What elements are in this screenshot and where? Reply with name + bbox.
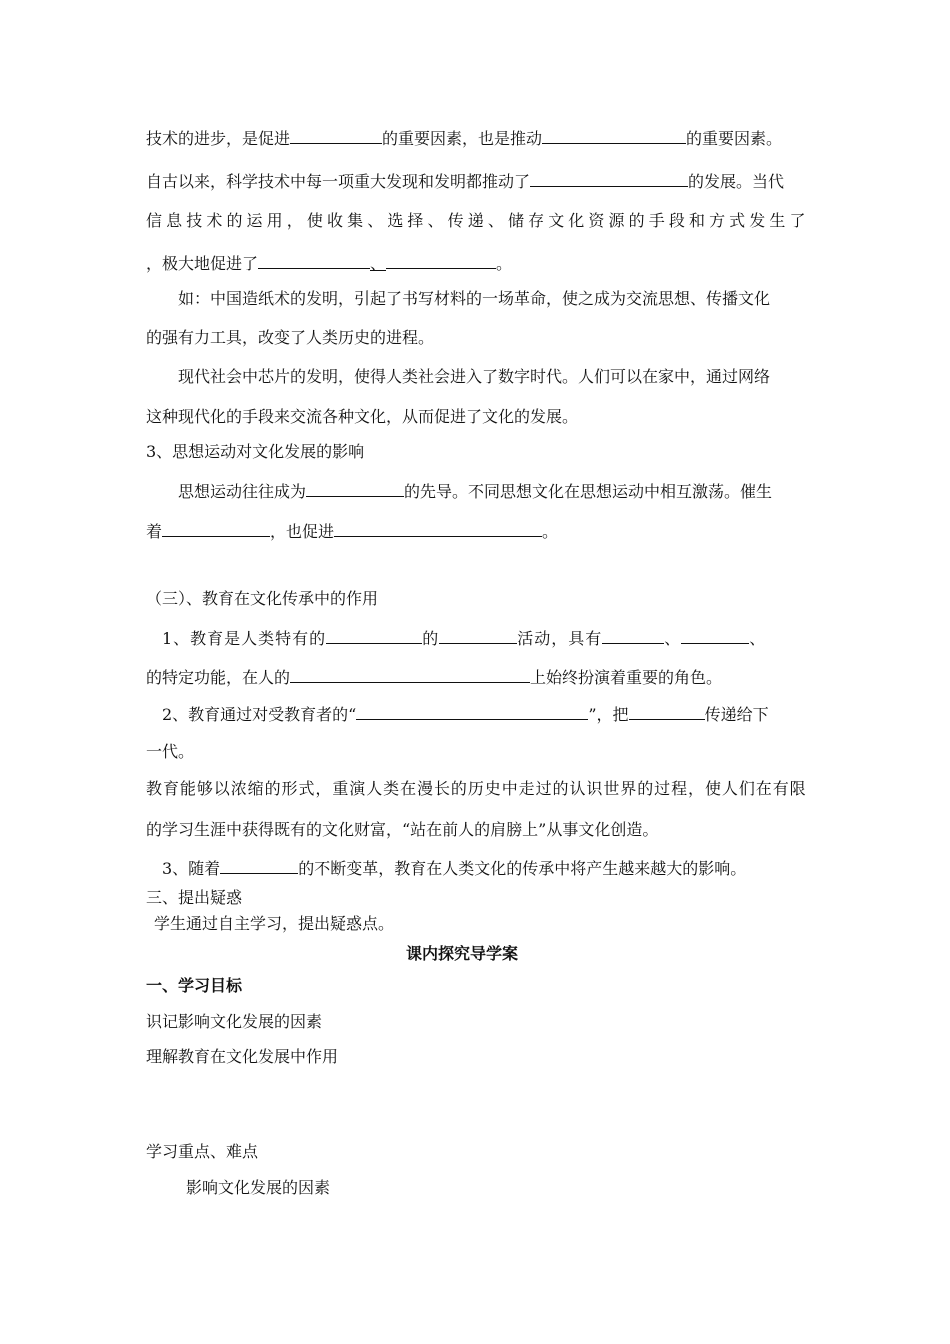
text: 1、教育是人类特有的 <box>162 629 327 648</box>
text: 的特定功能，在人的 <box>146 668 291 687</box>
char: 人 <box>721 779 738 798</box>
char: 缩 <box>247 779 264 798</box>
char: 长 <box>433 779 450 798</box>
char: 资 <box>588 211 605 230</box>
text-line-1 <box>146 127 782 149</box>
text: 技术的进步，是促进 <box>146 129 291 148</box>
text: 的不断变革，教育在人类文化的传承中将产生越来越大的影响。 <box>298 859 747 878</box>
fill-blank <box>290 666 530 683</box>
text-line-18: 的学习生涯中获得既有的文化财富，“站在前人的肩膀上”从事文化创造。 <box>146 820 659 839</box>
char: 识 <box>586 779 603 798</box>
char: 世 <box>603 779 620 798</box>
char: 认 <box>569 779 586 798</box>
text: 思想运动往往成为 <box>178 482 307 501</box>
text-line-5: 如：中国造纸术的发明，引起了书写材料的一场革命，使之成为交流思想、传播文化 <box>178 289 771 308</box>
text-line-7: 现代社会中芯片的发明，使得人类社会进入了数字时代。人们可以在家中，通过网络 <box>178 367 771 386</box>
text: 上始终扮演着重要的角色。 <box>530 668 723 687</box>
char: 浓 <box>230 779 247 798</box>
fill-blank <box>439 627 517 644</box>
text: 2、教育通过对受教育者的“ <box>162 705 357 724</box>
fill-blank <box>602 627 664 644</box>
text: 活动，具有 <box>517 629 603 648</box>
fill-blank <box>530 170 688 187</box>
text-line-13 <box>162 627 766 649</box>
char: 手 <box>648 211 665 230</box>
char: 源 <box>608 211 625 230</box>
char: 技 <box>186 211 203 230</box>
text-line-21: 学生通过自主学习，提出疑惑点。 <box>154 914 395 933</box>
text-line-25: 理解教育在文化发展中作用 <box>146 1047 339 1066</box>
text-line-26: 学习重点、难点 <box>146 1142 259 1161</box>
fill-blank <box>306 480 404 497</box>
char: 限 <box>789 779 806 798</box>
page-title: 课内探究导学案 <box>406 944 519 963</box>
char: ， <box>286 211 303 230</box>
section-heading-3: 三、提出疑惑 <box>146 888 243 907</box>
text-line-4 <box>146 252 512 274</box>
text-line-9: 3、思想运动对文化发展的影响 <box>146 442 365 461</box>
text: 着 <box>146 522 163 541</box>
char: 方 <box>709 211 726 230</box>
char: 储 <box>507 211 524 230</box>
char: 以 <box>213 779 230 798</box>
char: 的 <box>226 211 243 230</box>
char: 用 <box>266 211 283 230</box>
char: 的 <box>264 779 281 798</box>
char: 择 <box>407 211 424 230</box>
char: 了 <box>789 211 806 230</box>
char: 演 <box>349 779 366 798</box>
char: 、 <box>487 211 504 230</box>
text: 的先导。不同思想文化在思想运动中相互激荡。催生 <box>404 482 773 501</box>
text: 的发展。当代 <box>688 172 785 191</box>
char: 能 <box>179 779 196 798</box>
char: 收 <box>326 211 343 230</box>
text: 自古以来，科学技术中每一项重大发现和发明都推动了 <box>146 172 531 191</box>
char: 史 <box>484 779 501 798</box>
char: 息 <box>166 211 183 230</box>
char: 有 <box>772 779 789 798</box>
char: 在 <box>400 779 417 798</box>
char: 式 <box>298 779 315 798</box>
char: 界 <box>620 779 637 798</box>
text: 、 <box>664 629 682 648</box>
char: 选 <box>387 211 404 230</box>
text: 。 <box>542 522 559 541</box>
char: 类 <box>383 779 400 798</box>
text: ”，把 <box>588 705 629 724</box>
text-line-2 <box>146 170 784 192</box>
fill-blank <box>162 520 270 537</box>
char: 教 <box>146 779 163 798</box>
text: 的重要因素。 <box>686 129 783 148</box>
char: 的 <box>450 779 467 798</box>
char: ， <box>315 779 332 798</box>
fill-blank <box>258 252 370 269</box>
char: 使 <box>306 211 323 230</box>
char: 过 <box>654 779 671 798</box>
char: 够 <box>196 779 213 798</box>
text-line-17 <box>146 779 806 799</box>
char: 和 <box>688 211 705 230</box>
char: 人 <box>366 779 383 798</box>
char: 的 <box>552 779 569 798</box>
char: 式 <box>729 211 746 230</box>
text: 的重要因素，也是推动 <box>382 129 543 148</box>
char: 、 <box>427 211 444 230</box>
fill-blank <box>681 627 749 644</box>
char: 的 <box>637 779 654 798</box>
fill-blank <box>542 127 686 144</box>
char: 中 <box>501 779 518 798</box>
text-line-8: 这种现代化的手段来交流各种文化，从而促进了文化的发展。 <box>146 407 579 426</box>
char: 段 <box>668 211 685 230</box>
text-line-3 <box>146 211 806 231</box>
text-line-14 <box>146 666 722 688</box>
char: 递 <box>467 211 484 230</box>
text-line-6: 的强有力工具，改变了人类历史的进程。 <box>146 328 435 347</box>
text-line-12: （三）、教育在文化传承中的作用 <box>146 589 379 608</box>
text: 。 <box>496 254 513 273</box>
fill-blank <box>356 703 588 720</box>
char: 使 <box>704 779 721 798</box>
char: ， <box>688 779 705 798</box>
fill-blank <box>290 127 382 144</box>
char: 信 <box>146 211 163 230</box>
char: 存 <box>528 211 545 230</box>
text-line-10 <box>178 480 772 502</box>
char: 生 <box>769 211 786 230</box>
text-line-27: 影响文化发展的因素 <box>186 1178 331 1197</box>
char: 运 <box>246 211 263 230</box>
text-line-15 <box>162 703 769 725</box>
char: 育 <box>162 779 179 798</box>
text: 的 <box>422 629 440 648</box>
text-line-19 <box>162 857 746 879</box>
text: ，也促进 <box>270 522 335 541</box>
char: 过 <box>535 779 552 798</box>
char: 程 <box>671 779 688 798</box>
fill-blank <box>220 857 298 874</box>
text: 、 <box>749 629 767 648</box>
text: 、 <box>370 254 387 273</box>
text-line-11 <box>146 520 558 542</box>
char: 重 <box>332 779 349 798</box>
char: 的 <box>628 211 645 230</box>
char: 走 <box>518 779 535 798</box>
char: 传 <box>447 211 464 230</box>
text: 3、随着 <box>162 859 221 878</box>
char: 发 <box>749 211 766 230</box>
text-line-16: 一代。 <box>146 742 195 761</box>
char: 漫 <box>417 779 434 798</box>
char: 、 <box>367 211 384 230</box>
fill-blank <box>629 703 705 720</box>
text: ，极大地促进了 <box>146 254 259 273</box>
text-line-24: 识记影响文化发展的因素 <box>146 1012 323 1031</box>
text: 传递给下 <box>704 705 769 724</box>
char: 形 <box>281 779 298 798</box>
fill-blank <box>326 627 422 644</box>
char: 们 <box>738 779 755 798</box>
char: 化 <box>568 211 585 230</box>
fill-blank <box>334 520 542 537</box>
fill-blank <box>386 252 496 269</box>
char: 术 <box>206 211 223 230</box>
char: 历 <box>467 779 484 798</box>
char: 集 <box>347 211 364 230</box>
char: 在 <box>755 779 772 798</box>
section-heading-learning-goals: 一、学习目标 <box>146 976 243 995</box>
char: 文 <box>548 211 565 230</box>
